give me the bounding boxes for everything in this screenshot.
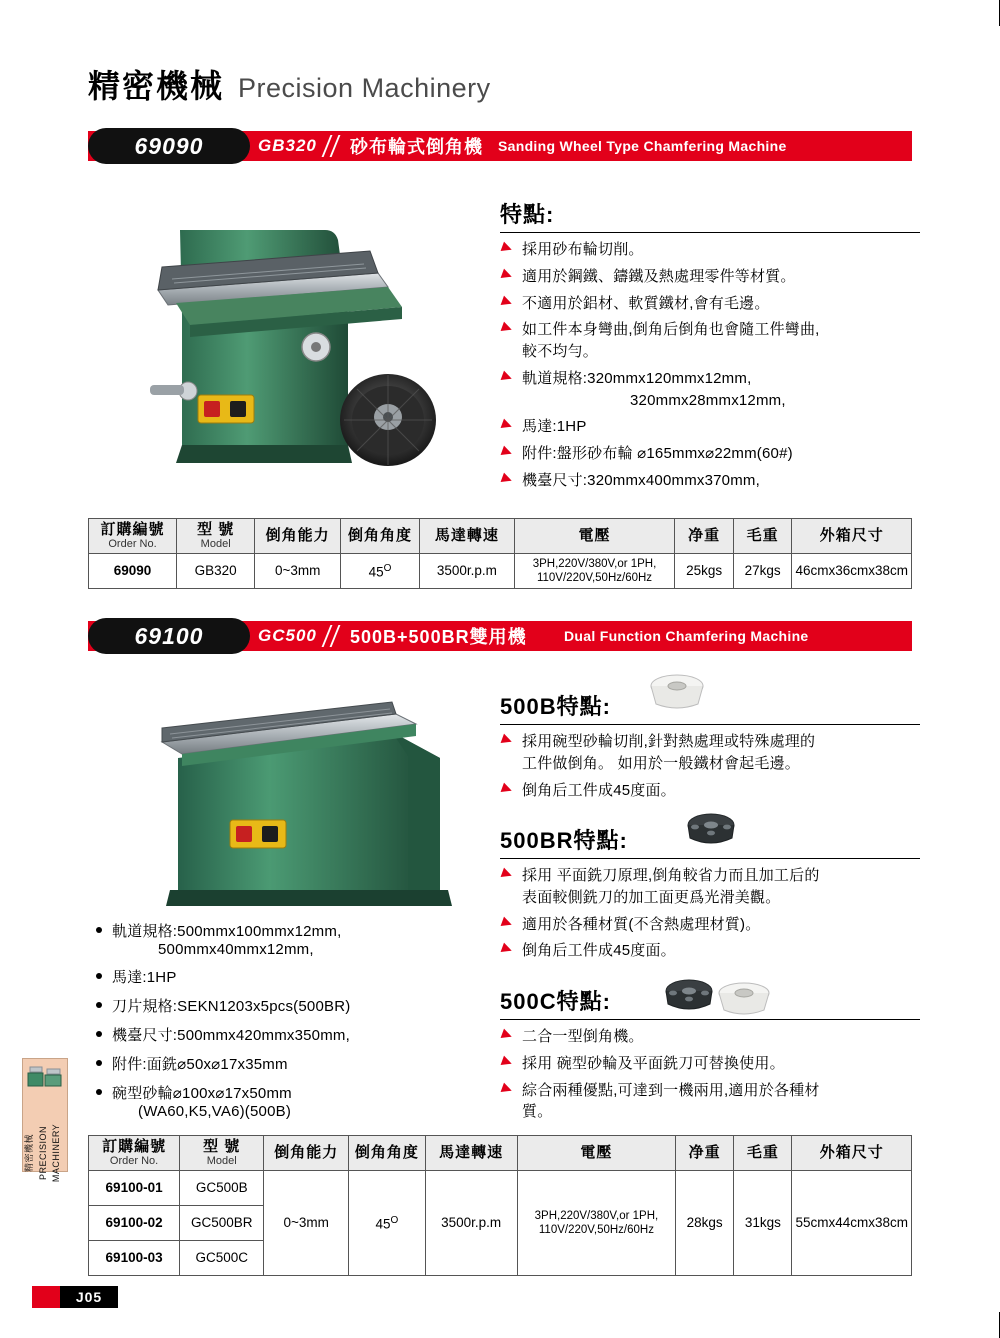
feature-item: 採用砂布輪切削。 bbox=[500, 239, 920, 261]
cell-voltage: 3PH,220V/380V,or 1PH, 110V/220V,50Hz/60Hz bbox=[517, 1170, 675, 1275]
th-carton-size: 外箱尺寸 bbox=[792, 519, 912, 554]
page-number: J05 bbox=[60, 1286, 118, 1308]
spec-item: 機臺尺寸:500mmx420mmx350mm, bbox=[96, 1024, 496, 1045]
page-title-cn: 精密機械 bbox=[88, 68, 225, 104]
features-title-500c: 500C特點: bbox=[500, 985, 920, 1020]
spec-item: 軌道規格:500mmx100mmx12mm, 500mmx40mmx12mm, bbox=[96, 920, 496, 958]
features-block-500b bbox=[500, 690, 920, 806]
th-net-weight: 净重 bbox=[676, 1136, 734, 1171]
table-header-row bbox=[89, 1136, 912, 1171]
order-no-pill bbox=[88, 618, 250, 654]
triangle-bullet-icon bbox=[501, 268, 514, 281]
triangle-bullet-icon bbox=[501, 295, 514, 308]
title-underline bbox=[500, 232, 920, 233]
feature-item: 如工件本身彎曲,倒角后倒角也會隨工件彎曲, 較不均勻。 bbox=[500, 319, 920, 363]
triangle-bullet-icon bbox=[501, 419, 514, 432]
dot-bullet-icon bbox=[96, 927, 102, 933]
cell-capacity: 0~3mm bbox=[255, 553, 341, 588]
table-row bbox=[89, 1170, 912, 1205]
feature-item: 馬達:1HP bbox=[500, 416, 920, 438]
triangle-bullet-icon bbox=[501, 446, 514, 459]
model-code-label: GB320 bbox=[258, 136, 317, 155]
cell-model: GB320 bbox=[177, 553, 255, 588]
table-head bbox=[89, 519, 912, 554]
th-gross-weight: 毛重 bbox=[734, 1136, 792, 1171]
features-list-500b bbox=[500, 731, 920, 801]
th-angle: 倒角角度 bbox=[349, 1136, 425, 1171]
features-list-500br bbox=[500, 865, 920, 962]
th-order-no: 訂購編號 Order No. bbox=[89, 1136, 180, 1171]
table-header-row bbox=[89, 519, 912, 554]
order-no-pill bbox=[88, 128, 250, 164]
cell-order-no: 69100-02 bbox=[89, 1205, 180, 1240]
dot-bullet-icon bbox=[96, 1002, 102, 1008]
spec-item: 刀片規格:SEKN1203x5pcs(500BR) bbox=[96, 995, 496, 1016]
triangle-bullet-icon bbox=[501, 734, 514, 747]
feature-item: 二合一型倒角機。 bbox=[500, 1026, 920, 1048]
th-order-no: 訂購編號 Order No. bbox=[89, 519, 177, 554]
feature-item: 採用 平面銑刀原理,倒角較省力而且加工后的 表面較側銑刀的加工面更爲光滑美觀。 bbox=[500, 865, 920, 909]
th-voltage: 電壓 bbox=[517, 1136, 675, 1171]
th-net-weight: 净重 bbox=[675, 519, 734, 554]
cell-angle: $45^O$ bbox=[349, 1170, 425, 1275]
feature-item: 採用碗型砂輪切削,針對熱處理或特殊處理的 工件做倒角。 如用於一般鐵材會起毛邊。 bbox=[500, 731, 920, 775]
machinery-thumbnail-icon bbox=[27, 1063, 63, 1093]
triangle-bullet-icon bbox=[501, 916, 514, 929]
th-capacity: 倒角能力 bbox=[264, 1136, 349, 1171]
th-gross-weight: 毛重 bbox=[733, 519, 792, 554]
title-underline bbox=[500, 724, 920, 725]
spec-item: 碗型砂輪⌀100x⌀17x50mm (WA60,K5,VA6)(500B) bbox=[96, 1082, 496, 1120]
spec-list-gc500 bbox=[96, 920, 496, 1128]
machine-illustration-gc500 bbox=[140, 680, 470, 920]
triangle-bullet-icon bbox=[501, 1055, 514, 1068]
features-title-500b: 500B特點: bbox=[500, 690, 920, 725]
section-title-cn: 500B+500BR雙用機 bbox=[350, 627, 527, 647]
machine-illustration-gb320 bbox=[120, 195, 450, 485]
order-no-label: 69100 bbox=[134, 622, 204, 649]
table-head bbox=[89, 1136, 912, 1171]
th-model: 型 號 Model bbox=[180, 1136, 264, 1171]
spec-item: 附件:面銑⌀50x⌀17x35mm bbox=[96, 1053, 496, 1074]
dot-bullet-icon bbox=[96, 1089, 102, 1095]
chevron-right-icon bbox=[320, 131, 346, 161]
cell-model: GC500B bbox=[180, 1170, 264, 1205]
feature-item: 綜合兩種優點,可達到一機兩用,適用於各種材 質。 bbox=[500, 1080, 920, 1124]
cell-carton-size: 55cmx44cmx38cm bbox=[792, 1170, 912, 1275]
th-voltage: 電壓 bbox=[514, 519, 675, 554]
cell-order-no: 69100-01 bbox=[89, 1170, 180, 1205]
features-list-500c bbox=[500, 1026, 920, 1123]
triangle-bullet-icon bbox=[501, 868, 514, 881]
cell-gross-weight: 27kgs bbox=[733, 553, 792, 588]
side-tab bbox=[22, 1058, 68, 1183]
cell-carton-size: 46cmx36cmx38cm bbox=[792, 553, 912, 588]
section-header-69100 bbox=[88, 621, 912, 651]
cell-order-no: 69090 bbox=[89, 553, 177, 588]
triangle-bullet-icon bbox=[501, 242, 514, 255]
th-rpm: 馬達轉速 bbox=[425, 1136, 517, 1171]
order-no-label: 69090 bbox=[134, 132, 204, 159]
cell-net-weight: 28kgs bbox=[676, 1170, 734, 1275]
triangle-bullet-icon bbox=[501, 472, 514, 485]
triangle-bullet-icon bbox=[501, 943, 514, 956]
feature-item: 不適用於鋁材、軟質鐵材,會有毛邊。 bbox=[500, 293, 920, 315]
cell-gross-weight: 31kgs bbox=[734, 1170, 792, 1275]
feature-item: 倒角后工件成45度面。 bbox=[500, 940, 920, 962]
cell-net-weight: 25kgs bbox=[675, 553, 734, 588]
cell-rpm: 3500r.p.m bbox=[425, 1170, 517, 1275]
feature-item: 倒角后工件成45度面。 bbox=[500, 780, 920, 802]
spec-table-gc500 bbox=[88, 1135, 912, 1276]
section-title-en: Dual Function Chamfering Machine bbox=[564, 628, 809, 644]
feature-item: 機臺尺寸:320mmx400mmx370mm, bbox=[500, 470, 920, 492]
cell-order-no: 69100-03 bbox=[89, 1240, 180, 1275]
spec-table-gb320 bbox=[88, 518, 912, 589]
cell-angle: $45^O$ bbox=[340, 553, 419, 588]
th-capacity: 倒角能力 bbox=[255, 519, 341, 554]
th-carton-size: 外箱尺寸 bbox=[792, 1136, 912, 1171]
dot-bullet-icon bbox=[96, 1031, 102, 1037]
table-body bbox=[89, 1170, 912, 1275]
cell-model: GC500BR bbox=[180, 1205, 264, 1240]
cell-rpm: 3500r.p.m bbox=[420, 553, 515, 588]
cell-capacity: 0~3mm bbox=[264, 1170, 349, 1275]
feature-item: 軌道規格:320mmx120mmx12mm, 320mmx28mmx12mm, bbox=[500, 368, 920, 412]
features-list bbox=[500, 239, 920, 492]
feature-item: 採用 碗型砂輪及平面銑刀可替換使用。 bbox=[500, 1053, 920, 1075]
features-title-500br: 500BR特點: bbox=[500, 824, 920, 859]
table-body bbox=[89, 553, 912, 588]
feature-item: 適用於各種材質(不含熱處理材質)。 bbox=[500, 914, 920, 936]
page-title-en: Precision Machinery bbox=[238, 73, 491, 103]
chevron-right-icon bbox=[320, 621, 346, 651]
triangle-bullet-icon bbox=[501, 370, 514, 383]
section-header-69090 bbox=[88, 131, 912, 161]
triangle-bullet-icon bbox=[501, 782, 514, 795]
triangle-bullet-icon bbox=[501, 322, 514, 335]
title-underline bbox=[500, 858, 920, 859]
features-block-500c bbox=[500, 985, 920, 1128]
section-title-cn: 砂布輪式倒角機 bbox=[350, 137, 483, 157]
table-row bbox=[89, 553, 912, 588]
section-title-en: Sanding Wheel Type Chamfering Machine bbox=[498, 138, 787, 154]
model-code-label: GC500 bbox=[258, 626, 317, 645]
features-block-gb320 bbox=[500, 198, 920, 497]
triangle-bullet-icon bbox=[501, 1029, 514, 1042]
triangle-bullet-icon bbox=[501, 1082, 514, 1095]
dot-bullet-icon bbox=[96, 1060, 102, 1066]
th-rpm: 馬達轉速 bbox=[420, 519, 515, 554]
cell-model: GC500C bbox=[180, 1240, 264, 1275]
features-title: 特點: bbox=[500, 198, 920, 233]
dot-bullet-icon bbox=[96, 973, 102, 979]
spec-item: 馬達:1HP bbox=[96, 966, 496, 987]
title-underline bbox=[500, 1019, 920, 1020]
th-angle: 倒角角度 bbox=[340, 519, 419, 554]
cell-voltage: 3PH,220V/380V,or 1PH, 110V/220V,50Hz/60Hz bbox=[514, 553, 675, 588]
feature-item: 適用於鋼鐵、鑄鐵及熱處理零件等材質。 bbox=[500, 266, 920, 288]
page-title bbox=[88, 70, 491, 102]
features-block-500br bbox=[500, 824, 920, 967]
feature-item: 附件:盤形砂布輪 ⌀165mmx⌀22mm(60#) bbox=[500, 443, 920, 465]
th-model: 型 號 Model bbox=[177, 519, 255, 554]
side-tab-text: 精密機械 PRECISION MACHINERY bbox=[24, 1123, 61, 1183]
